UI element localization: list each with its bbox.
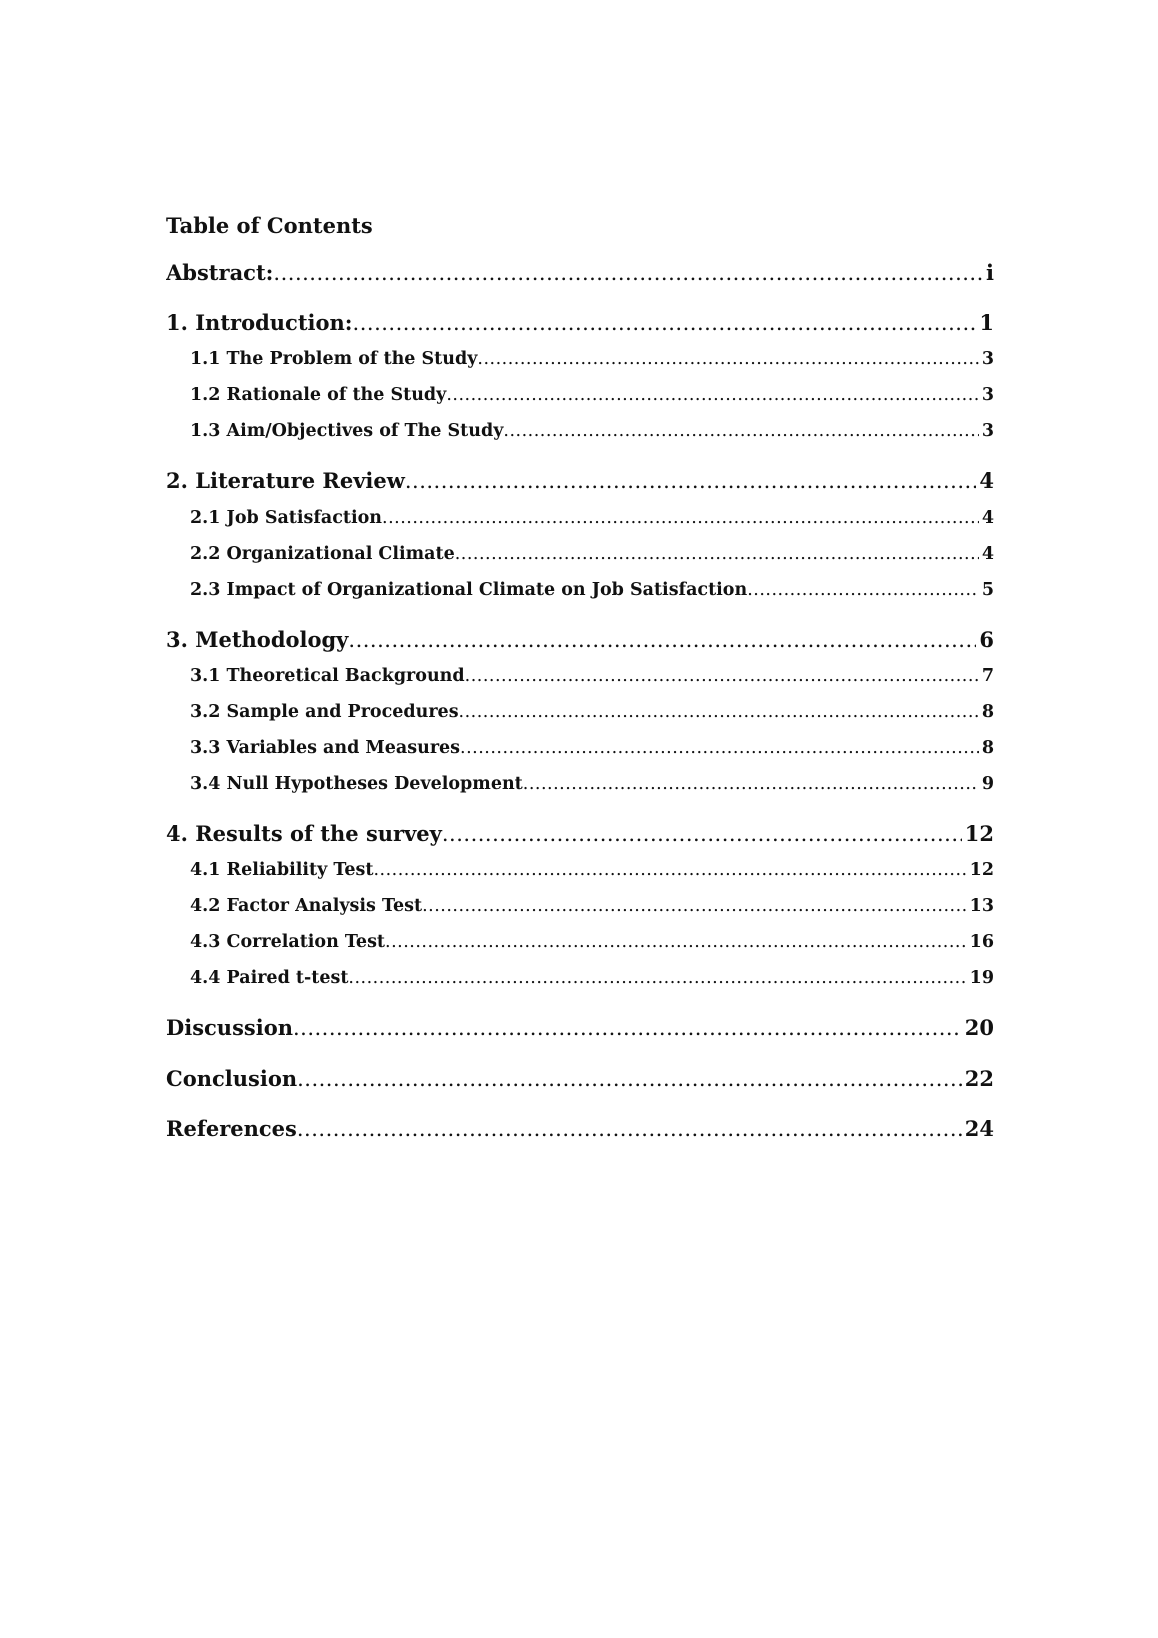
toc-entry-section[interactable] [166, 819, 994, 849]
toc-entry-subsection[interactable] [190, 771, 994, 797]
toc-entry-page-number: 4 [981, 508, 994, 528]
toc-entry-label: 3.3 Variables and Measures [190, 738, 461, 758]
toc-entry-page-number: 3 [981, 349, 994, 369]
toc-entry-page-number: 9 [981, 774, 994, 794]
toc-entry-label: 3.2 Sample and Procedures [190, 702, 459, 722]
toc-entry-label: References [166, 1116, 297, 1141]
toc-entry-page-number: 12 [964, 821, 994, 846]
toc-entry-label: Abstract: [166, 260, 274, 285]
toc-entry-label: 3.1 Theoretical Background [190, 666, 465, 686]
dot-leader [455, 541, 979, 567]
toc-entry-subsection[interactable] [190, 541, 994, 567]
toc-entry-page-number: 5 [981, 580, 994, 600]
toc-entry-page-number: 6 [979, 627, 994, 652]
toc-entry-label: 4.2 Factor Analysis Test [190, 896, 423, 916]
toc-entry-page-number: i [986, 260, 994, 285]
toc-entry-section[interactable] [166, 258, 994, 288]
toc-entry-label: 1.3 Aim/Objectives of The Study [190, 421, 504, 441]
toc-entry-page-number: 22 [964, 1066, 994, 1091]
dot-leader [477, 346, 978, 372]
toc-entry-page-number: 3 [981, 421, 994, 441]
dot-leader [273, 258, 983, 288]
dot-leader [348, 965, 966, 991]
dot-leader [422, 893, 967, 919]
toc-entry-page-number: 19 [969, 968, 994, 988]
toc-entry-page-number: 4 [981, 544, 994, 564]
toc-entry-label: 1.1 The Problem of the Study [190, 349, 478, 369]
toc-entry-page-number: 1 [979, 310, 994, 335]
toc-entry-page-number: 8 [981, 738, 994, 758]
toc-entry-label: 1.2 Rationale of the Study [190, 385, 447, 405]
toc-entry-subsection[interactable] [190, 893, 994, 919]
toc-entry-subsection[interactable] [190, 577, 994, 603]
dot-leader [353, 308, 977, 338]
dot-leader [405, 466, 977, 496]
toc-entry-label: 2. Literature Review [166, 468, 405, 493]
dot-leader [523, 771, 979, 797]
toc-entry-page-number: 4 [979, 468, 994, 493]
toc-entry-label: 3. Methodology [166, 627, 349, 652]
toc-entry-label: 3.4 Null Hypotheses Development [190, 774, 523, 794]
toc-entry-subsection[interactable] [190, 735, 994, 761]
toc-entry-label: 1. Introduction: [166, 310, 353, 335]
toc-entry-subsection[interactable] [190, 857, 994, 883]
toc-entry-page-number: 3 [981, 385, 994, 405]
toc-entry-section[interactable] [166, 1013, 994, 1043]
toc-entry-section[interactable] [166, 308, 994, 338]
dot-leader [385, 929, 967, 955]
dot-leader [297, 1064, 962, 1094]
toc-entry-label: 4.1 Reliability Test [190, 860, 374, 880]
toc-entry-section[interactable] [166, 466, 994, 496]
toc-entry-subsection[interactable] [190, 346, 994, 372]
toc-entry-label: 4.4 Paired t-test [190, 968, 349, 988]
dot-leader [446, 382, 978, 408]
dot-leader [747, 577, 979, 603]
toc-entry-subsection[interactable] [190, 505, 994, 531]
dot-leader [297, 1114, 962, 1144]
toc-entry-section[interactable] [166, 1064, 994, 1094]
dot-leader [442, 819, 962, 849]
toc-entry-label: Conclusion [166, 1066, 298, 1091]
toc-entry-page-number: 12 [969, 860, 994, 880]
toc-entry-page-number: 20 [964, 1015, 994, 1040]
toc-entry-label: 2.1 Job Satisfaction [190, 508, 383, 528]
toc-entry-section[interactable] [166, 625, 994, 655]
toc-entry-label: 4. Results of the survey [166, 821, 442, 846]
toc-entry-label: 2.2 Organizational Climate [190, 544, 455, 564]
toc-entry-page-number: 24 [964, 1116, 994, 1141]
toc-entry-subsection[interactable] [190, 382, 994, 408]
dot-leader [382, 505, 979, 531]
toc-entry-label: 2.3 Impact of Organizational Climate on Job Satisfaction [190, 580, 748, 600]
toc-entry-subsection[interactable] [190, 663, 994, 689]
toc-entry-page-number: 8 [981, 702, 994, 722]
toc-entry-page-number: 13 [969, 896, 994, 916]
toc-entry-subsection[interactable] [190, 965, 994, 991]
toc-entry-section[interactable] [166, 1114, 994, 1144]
toc-entry-page-number: 7 [981, 666, 994, 686]
toc-entry-label: 4.3 Correlation Test [190, 932, 386, 952]
dot-leader [348, 625, 976, 655]
dot-leader [503, 418, 978, 444]
dot-leader [459, 699, 979, 725]
toc-entry-subsection[interactable] [190, 929, 994, 955]
dot-leader [293, 1013, 962, 1043]
toc-entry-label: Discussion [166, 1015, 293, 1040]
toc-entry-subsection[interactable] [190, 699, 994, 725]
toc-title: Table of Contents [166, 213, 373, 238]
toc-entry-page-number: 16 [969, 932, 994, 952]
dot-leader [373, 857, 966, 883]
toc-entry-subsection[interactable] [190, 418, 994, 444]
dot-leader [465, 663, 979, 689]
dot-leader [460, 735, 979, 761]
